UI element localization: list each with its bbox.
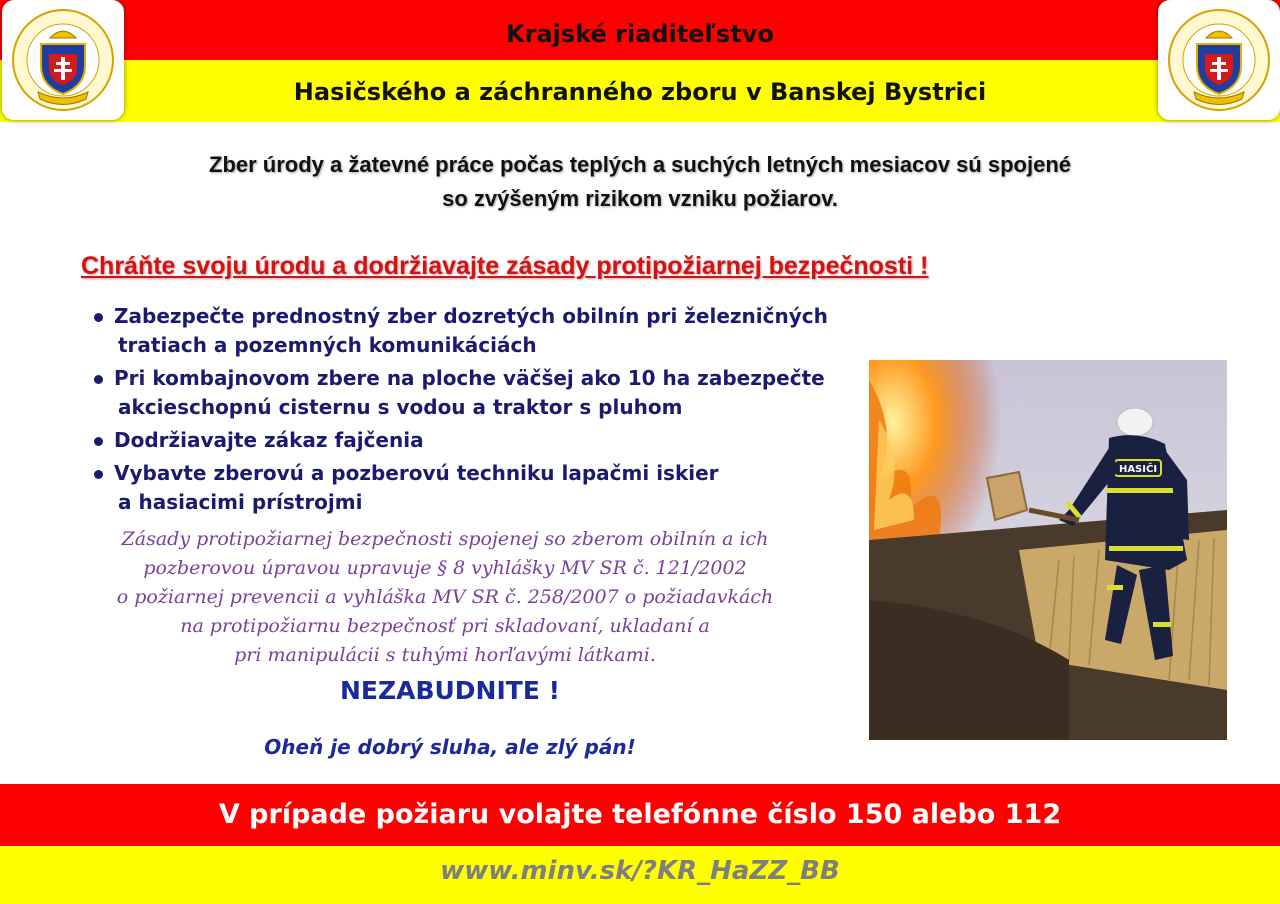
bullet-line2: a hasiacimi prístrojmi bbox=[118, 490, 363, 514]
legal-line1: Zásady protipožiarnej bezpečnosti spojenej so zberom obilnín a ich bbox=[121, 528, 769, 550]
safety-bullet-list bbox=[92, 302, 872, 521]
fire-rescue-emblem-icon bbox=[1164, 4, 1274, 116]
bullet-line2: akcieschopnú cisternu s vodou a traktor s pluhom bbox=[118, 395, 683, 419]
bullet-line1: Dodržiavajte zákaz fajčenia bbox=[114, 428, 424, 452]
bullet-line1: Vybavte zberovú a pozberovú techniku lapačmi iskier bbox=[114, 461, 719, 485]
legal-line5: pri manipulácii s tuhými horľavými látkami. bbox=[234, 644, 656, 666]
bullet-line2: tratiach a pozemných komunikáciách bbox=[118, 333, 537, 357]
vest-label: HASIČI bbox=[1118, 464, 1158, 475]
bullet-dot-icon bbox=[94, 437, 103, 446]
firefighter-illustration bbox=[869, 360, 1227, 740]
bullet-line1: Zabezpečte prednostný zber dozretých obilnín pri železničných bbox=[114, 304, 828, 328]
list-item bbox=[92, 302, 872, 360]
legal-line2: pozberovou úpravou upravuje § 8 vyhlášky MV SR č. 121/2002 bbox=[143, 557, 747, 579]
intro-text bbox=[40, 148, 1240, 216]
website-link[interactable]: www.minv.sk/?KR_HaZZ_BB bbox=[440, 856, 840, 886]
headline: Chráňte svoju úrodu a dodržiavajte zásady protipožiarnej bezpečnosti ! bbox=[81, 252, 929, 280]
firefighter-photo bbox=[869, 360, 1227, 740]
logo-right bbox=[1158, 0, 1280, 120]
legal-line3: o požiarnej prevencii a vyhláška MV SR č. 258/2007 o požiadavkách bbox=[116, 586, 774, 608]
fire-rescue-emblem-icon bbox=[8, 4, 118, 116]
proverb: Oheň je dobrý sluha, ale zlý pán! bbox=[264, 735, 636, 759]
bullet-dot-icon bbox=[94, 470, 103, 479]
legal-reference bbox=[90, 525, 800, 670]
header-title-line1: Krajské riaditeľstvo bbox=[506, 20, 774, 48]
list-item bbox=[92, 426, 872, 455]
logo-left bbox=[2, 0, 124, 120]
intro-line1: Zber úrody a žatevné práce počas teplých a suchých letných mesiacov sú spojené bbox=[209, 152, 1071, 177]
bullet-dot-icon bbox=[94, 313, 103, 322]
legal-line4: na protipožiarnu bezpečnosť pri skladovaní, ukladaní a bbox=[180, 615, 710, 637]
intro-line2: so zvýšeným rizikom vzniku požiarov. bbox=[442, 186, 838, 211]
list-item bbox=[92, 459, 872, 517]
bullet-dot-icon bbox=[94, 375, 103, 384]
list-item bbox=[92, 364, 872, 422]
emergency-phone-text: V prípade požiaru volajte telefónne číslo 150 alebo 112 bbox=[218, 799, 1062, 830]
header-title-line2: Hasičského a záchranného zboru v Banskej Bystrici bbox=[293, 78, 987, 106]
bullet-line1: Pri kombajnovom zbere na ploche väčšej ako 10 ha zabezpečte bbox=[114, 366, 825, 390]
remember-heading: NEZABUDNITE ! bbox=[339, 676, 561, 705]
